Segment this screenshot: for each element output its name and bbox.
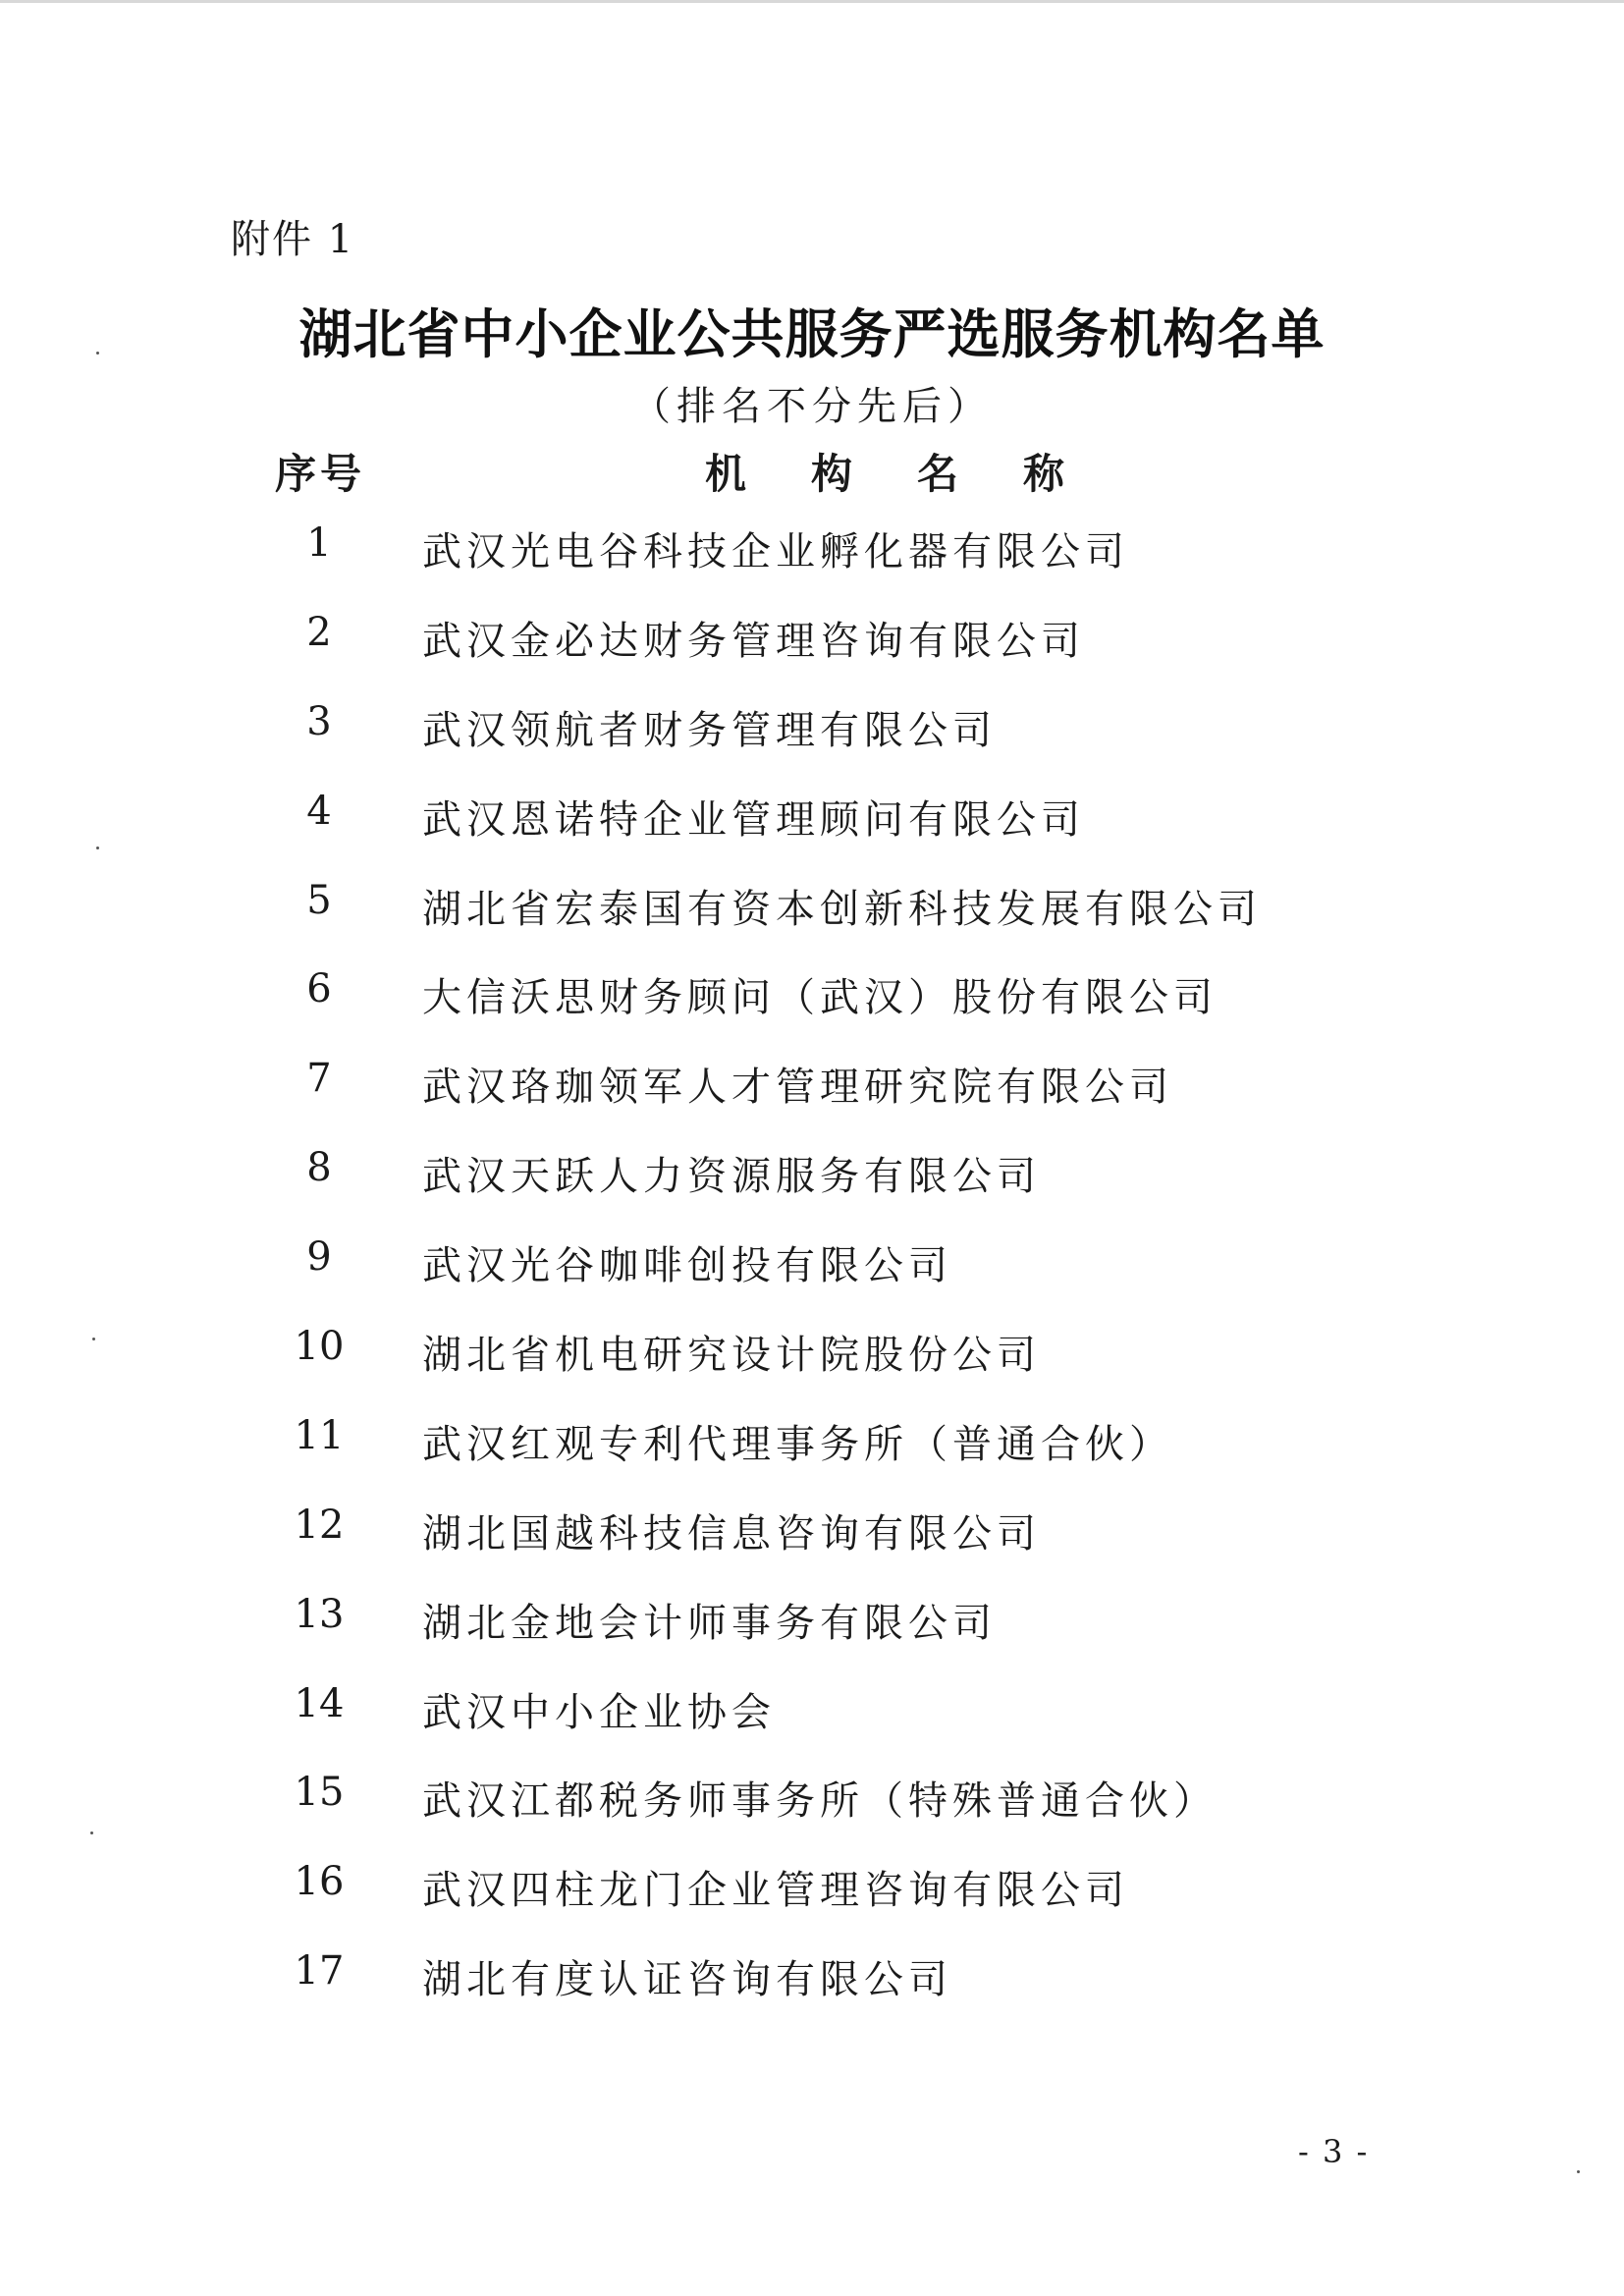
list-item [0, 1859, 1624, 1948]
list-item [0, 966, 1624, 1056]
list-item [0, 1413, 1624, 1503]
column-header-name: 机构名称 [705, 450, 1130, 498]
row-number: 8 [306, 1145, 332, 1191]
row-number: 14 [294, 1680, 345, 1726]
institution-name: 湖北有度认证咨询有限公司 [422, 1957, 952, 2003]
scan-speck [1577, 2170, 1580, 2173]
institution-name: 大信沃思财务顾问（武汉）股份有限公司 [422, 975, 1218, 1021]
list-item [0, 1681, 1624, 1771]
row-number: 1 [306, 520, 332, 566]
institution-name: 武汉江都税务师事务所（特殊普通合伙） [422, 1778, 1218, 1825]
list-item [0, 1592, 1624, 1681]
page-number: - 3 - [1298, 2133, 1370, 2170]
institution-list [0, 520, 1624, 2038]
scan-speck [96, 847, 99, 849]
row-number: 16 [294, 1859, 345, 1905]
document-subtitle: （排名不分先后） [631, 384, 993, 429]
institution-name: 湖北省宏泰国有资本创新科技发展有限公司 [422, 886, 1262, 932]
list-item [0, 1324, 1624, 1413]
institution-name: 武汉恩诺特企业管理顾问有限公司 [422, 796, 1085, 843]
row-number: 12 [294, 1502, 345, 1548]
list-item [0, 1234, 1624, 1324]
row-number: 15 [294, 1770, 345, 1816]
row-number: 5 [306, 877, 332, 923]
institution-name: 武汉领航者财务管理有限公司 [422, 707, 997, 753]
list-item [0, 699, 1624, 789]
institution-name: 湖北国越科技信息咨询有限公司 [422, 1510, 1041, 1557]
list-item [0, 520, 1624, 610]
document-title: 湖北省中小企业公共服务严选服务机构名单 [298, 302, 1326, 365]
institution-name: 武汉四柱龙门企业管理咨询有限公司 [422, 1868, 1129, 1914]
scan-edge-line [0, 0, 1624, 3]
institution-name: 武汉天跃人力资源服务有限公司 [422, 1154, 1041, 1200]
list-item [0, 1503, 1624, 1592]
institution-name: 武汉红观专利代理事务所（普通合伙） [422, 1421, 1173, 1467]
list-item [0, 1056, 1624, 1145]
row-number: 2 [306, 609, 332, 655]
row-number: 4 [306, 788, 332, 834]
row-number: 13 [294, 1591, 345, 1637]
institution-name: 武汉中小企业协会 [422, 1689, 776, 1735]
row-number: 6 [306, 966, 332, 1012]
list-item [0, 610, 1624, 699]
institution-name: 武汉珞珈领军人才管理研究院有限公司 [422, 1065, 1173, 1111]
row-number: 9 [306, 1234, 332, 1281]
row-number: 7 [306, 1056, 332, 1102]
row-number: 11 [294, 1412, 345, 1458]
institution-name: 武汉金必达财务管理咨询有限公司 [422, 618, 1085, 664]
row-number: 17 [294, 1948, 345, 1995]
institution-name: 湖北金地会计师事务有限公司 [422, 1600, 997, 1646]
scan-speck [90, 1831, 93, 1834]
institution-name: 武汉光谷咖啡创投有限公司 [422, 1243, 952, 1289]
institution-name: 湖北省机电研究设计院股份公司 [422, 1333, 1041, 1379]
list-item [0, 789, 1624, 878]
row-number: 3 [306, 698, 332, 744]
list-item [0, 878, 1624, 967]
attachment-label: 附件 1 [231, 217, 355, 262]
list-item [0, 1145, 1624, 1234]
list-item [0, 1948, 1624, 2038]
scan-speck [92, 1338, 95, 1340]
column-header-number: 序号 [275, 450, 366, 498]
list-item [0, 1770, 1624, 1859]
row-number: 10 [294, 1324, 345, 1370]
institution-name: 武汉光电谷科技企业孵化器有限公司 [422, 529, 1129, 574]
scan-speck [96, 352, 99, 355]
